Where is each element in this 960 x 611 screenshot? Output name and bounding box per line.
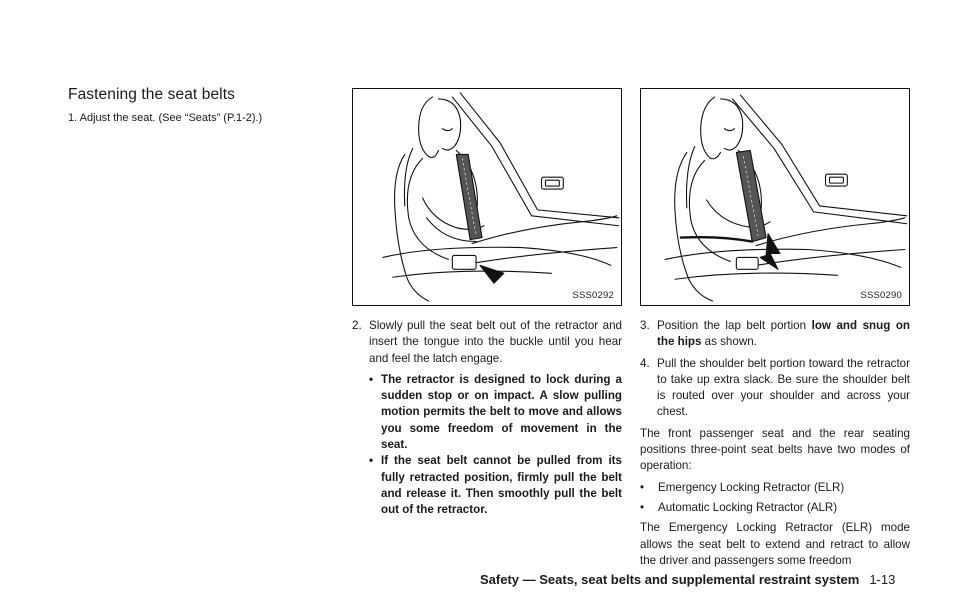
figure-seatbelt-insert	[352, 88, 622, 306]
list-item: • The retractor is designed to lock during a sudden stop or on impact. A slow pulling motion permits the belt to move and allows you some freedom of movement in the seat.	[369, 372, 622, 453]
list-item: • Emergency Locking Retractor (ELR)	[640, 480, 910, 496]
step-text: Pull the shoulder belt portion toward the retractor to take up extra slack. Be sure the shoulder belt is routed over your shoulder and across your chest.	[657, 356, 910, 419]
page-number: 1-13	[869, 572, 896, 587]
step-2-bullets	[352, 372, 622, 519]
step-number: 4.	[640, 356, 650, 370]
column-middle	[352, 88, 622, 519]
step-number: 2.	[352, 319, 362, 332]
footer-title: Safety — Seats, seat belts and supplemental restraint system	[480, 572, 860, 587]
step-1: 1. Adjust the seat. (See “Seats” (P.1-2).)	[68, 112, 263, 124]
page-footer	[480, 572, 930, 587]
seatbelt-position-illustration	[641, 89, 909, 305]
bullet-dot-icon: •	[369, 372, 374, 386]
step-text: Position the lap belt portion low and snug on the hips as shown.	[657, 319, 910, 349]
step-2	[352, 318, 622, 367]
list-item: • If the seat belt cannot be pulled from its fully retracted position, firmly pull the belt and release it. Then smoothly pull the belt out of the retractor.	[369, 453, 622, 518]
list-item: • Automatic Locking Retractor (ALR)	[640, 500, 910, 516]
steps-3-4-block	[640, 318, 910, 569]
bullet-dot-icon: •	[369, 454, 374, 468]
step-2-block	[352, 318, 622, 519]
modes-intro: The front passenger seat and the rear seating positions three-point seat belts have two modes of operation:	[640, 426, 910, 473]
bullet-dot-icon: •	[640, 500, 645, 514]
step-3	[640, 318, 910, 351]
elr-text: The Emergency Locking Retractor (ELR) mode allows the seat belt to extend and retract to allow the driver and passengers some freedom	[640, 521, 910, 567]
bullet-dot-icon: •	[640, 480, 645, 494]
column-left	[68, 86, 338, 124]
figure-seatbelt-position	[640, 88, 910, 306]
seatbelt-insert-illustration	[353, 89, 621, 305]
step-number: 3.	[640, 319, 650, 332]
step-4	[640, 356, 910, 421]
figure-code: SSS0292	[572, 290, 614, 301]
section-title: Fastening the seat belts	[68, 86, 235, 103]
figure-code: SSS0290	[860, 290, 902, 301]
column-right	[640, 88, 910, 574]
step-text: Slowly pull the seat belt out of the retractor and insert the tongue into the buckle until you hear and feel the latch engage.	[369, 319, 622, 365]
